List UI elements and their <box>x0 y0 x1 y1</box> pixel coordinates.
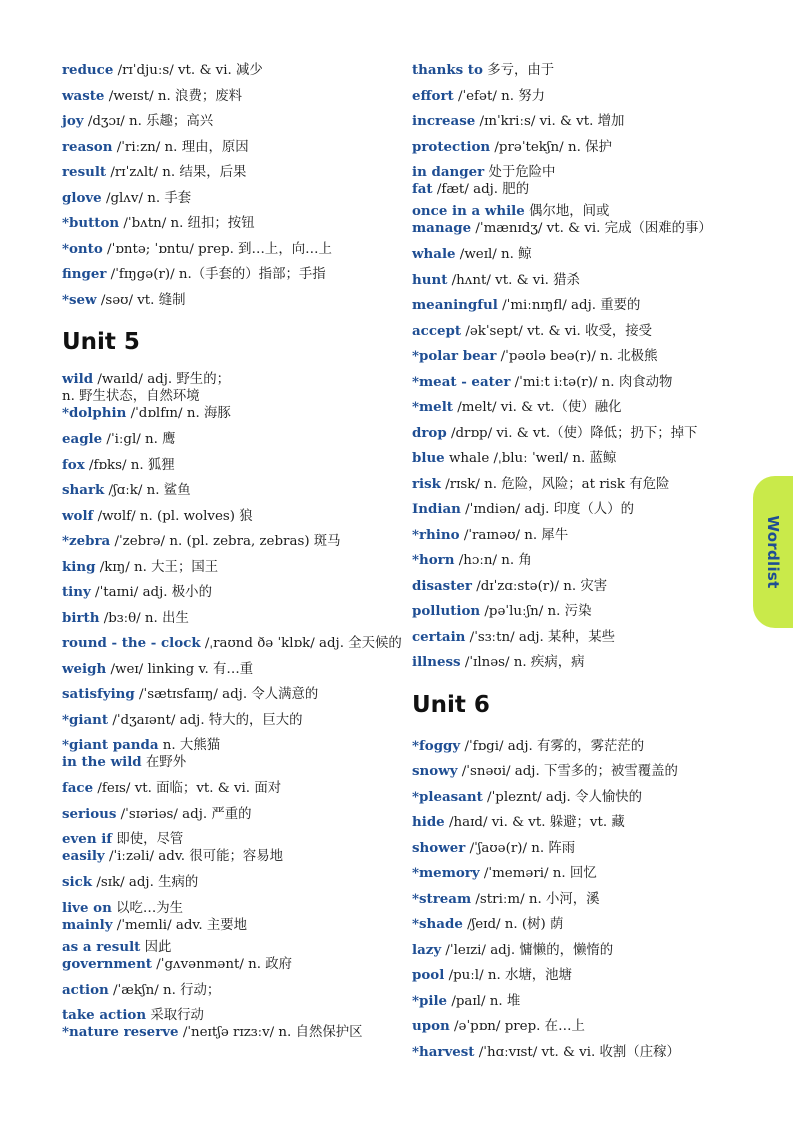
vocab-definition: /ˈmænɪdʒ/ vt. & vi. 完成（困难的事） <box>471 221 712 236</box>
vocab-definition: /ˈzebrə/ n. (pl. zebra, zebras) 斑马 <box>110 534 341 549</box>
vocab-definition: /hɔːn/ n. 角 <box>454 553 532 568</box>
vocab-entry <box>412 836 742 862</box>
vocab-word: increase <box>412 113 476 129</box>
wordlist-side-tab[interactable] <box>753 476 793 628</box>
vocab-word: reduce <box>62 62 114 78</box>
vocab-definition: /rɪˈzʌlt/ n. 结果，后果 <box>106 165 247 180</box>
vocab-entry <box>62 262 402 288</box>
vocab-entry <box>412 164 742 181</box>
vocab-word: easily <box>62 848 105 864</box>
vocab-word: eagle <box>62 431 103 447</box>
vocab-entry <box>412 84 742 110</box>
right-unit-list <box>412 734 742 1066</box>
vocab-entry <box>412 135 742 161</box>
vocab-word: manage <box>412 220 472 236</box>
vocab-word: *nature reserve <box>62 1024 179 1040</box>
vocab-word: *meat - eater <box>412 373 511 390</box>
vocab-entry <box>412 650 742 676</box>
vocab-entry <box>62 160 402 186</box>
vocab-entry <box>62 237 402 263</box>
vocab-entry <box>412 395 742 421</box>
vocab-entry <box>62 84 402 110</box>
vocab-entry <box>412 861 742 887</box>
vocab-word: fat <box>412 181 433 197</box>
vocab-word: *shade <box>412 916 463 932</box>
vocab-entry <box>412 887 742 913</box>
vocab-definition: /hʌnt/ vt. & vi. 猎杀 <box>447 272 580 288</box>
vocab-definition: /ˈleɪzi/ adj. 慵懒的，懒惰的 <box>441 942 614 958</box>
vocab-definition: /wʊlf/ n. (pl. wolves) 狼 <box>93 508 253 524</box>
vocab-definition: /ɪnˈkriːs/ vi. & vt. 增加 <box>475 114 625 129</box>
vocab-word: Indian <box>412 501 461 517</box>
vocab-entry <box>62 371 402 388</box>
right-column <box>412 58 742 1065</box>
vocab-definition: /pəˈluːʃn/ n. 污染 <box>480 604 592 619</box>
vocab-definition: /ˈfɪŋgə(r)/ n.（手套的）指部；手指 <box>106 267 326 282</box>
unit-5-heading: Unit 5 <box>62 329 140 355</box>
vocab-word: blue <box>412 450 445 466</box>
unit-6-heading: Unit 6 <box>412 691 490 718</box>
vocab-entry <box>62 754 402 771</box>
vocab-entry <box>62 682 402 708</box>
vocab-entry <box>412 293 742 319</box>
vocab-entry <box>412 344 742 370</box>
vocab-word: *harvest <box>412 1043 475 1060</box>
vocab-word: result <box>62 164 107 180</box>
vocab-entry <box>62 956 402 973</box>
vocab-word: lazy <box>412 941 442 958</box>
vocab-definition: /ˈsætɪsfaɪɪŋ/ adj. 令人满意的 <box>134 687 319 702</box>
vocab-entry <box>412 810 742 836</box>
vocab-entry <box>62 186 402 212</box>
vocab-word: satisfying <box>62 686 135 702</box>
vocab-entry <box>412 1014 742 1040</box>
vocab-entry <box>412 759 742 785</box>
vocab-definition: n. 野生状态，自然环境 <box>62 389 200 404</box>
vocab-entry <box>62 529 402 555</box>
vocab-entry <box>62 917 402 934</box>
vocab-entry <box>62 776 402 802</box>
vocab-word: round - the - clock <box>62 635 201 651</box>
vocab-entry <box>62 555 402 581</box>
vocab-entry <box>412 989 742 1015</box>
vocab-word: illness <box>412 654 461 670</box>
vocab-definition: /ˌraʊnd ðə ˈklɒk/ adj. 全天候的 <box>200 636 402 651</box>
vocab-definition: /weɪ/ linking v. 有…重 <box>106 661 254 677</box>
vocab-word: even if <box>62 831 113 847</box>
vocab-entry <box>412 938 742 964</box>
vocab-definition: /ˈmiːnɪŋfl/ adj. 重要的 <box>497 298 641 313</box>
vocab-word: shark <box>62 482 105 498</box>
vocab-word: as a result <box>62 938 141 955</box>
vocab-entry <box>412 734 742 760</box>
vocab-entry <box>62 831 402 848</box>
vocab-entry <box>412 523 742 549</box>
vocab-word: waste <box>62 87 105 104</box>
vocab-word: *zebra <box>62 533 111 549</box>
vocab-word: *rhino <box>412 526 460 543</box>
vocab-definition: /ˈhɑːvɪst/ vt. & vi. 收割（庄稼） <box>474 1044 680 1060</box>
vocab-entry <box>62 288 402 314</box>
left-column <box>62 58 402 1046</box>
vocab-definition: /ˈneɪtʃə rɪzɜːv/ n. 自然保护区 <box>178 1025 363 1040</box>
vocab-entry <box>62 135 402 161</box>
vocab-word: pool <box>412 967 445 983</box>
vocab-word: *horn <box>412 552 455 568</box>
left-unit-list <box>62 371 402 1041</box>
vocab-definition: 因此 <box>140 939 172 955</box>
vocab-entry <box>62 58 402 84</box>
vocab-entry <box>412 370 742 396</box>
vocab-word: sick <box>62 874 93 890</box>
vocab-entry <box>412 220 742 237</box>
vocab-definition: /ˈdʒaɪənt/ adj. 特大的，巨大的 <box>108 712 303 728</box>
vocab-definition: /melt/ vi. & vt.（使）融化 <box>452 400 622 415</box>
vocab-definition: /ˈɒntə; ˈɒntu/ prep. 到…上，向…上 <box>102 241 332 257</box>
vocab-definition: /paɪl/ n. 堆 <box>447 993 521 1009</box>
vocab-definition: /weɪst/ n. 浪费；废料 <box>104 88 243 104</box>
vocab-definition: n. 大熊猫 <box>158 738 221 753</box>
vocab-word: in danger <box>412 164 485 180</box>
vocab-word: wolf <box>62 507 94 524</box>
vocab-word: face <box>62 780 94 796</box>
vocab-entry <box>62 504 402 530</box>
vocab-entry <box>62 580 402 606</box>
vocab-definition: /ˈpleznt/ adj. 令人愉快的 <box>482 789 643 805</box>
vocab-definition: 采取行动 <box>146 1008 204 1023</box>
vocab-definition: /kɪŋ/ n. 大王；国王 <box>95 559 219 575</box>
vocab-definition: /ˈɪlnəs/ n. 疾病，病 <box>460 655 585 670</box>
vocab-entry <box>412 912 742 938</box>
vocab-word: hide <box>412 814 445 830</box>
vocab-word: effort <box>412 87 454 104</box>
vocab-definition: /əkˈsept/ vt. & vi. 收受，接受 <box>461 323 653 339</box>
vocab-definition: /ˈriːzn/ n. 理由，原因 <box>112 139 249 155</box>
vocab-definition: 在野外 <box>141 755 187 770</box>
vocab-word: whale <box>412 246 456 262</box>
vocab-word: in the wild <box>62 754 142 770</box>
vocab-word: weigh <box>62 660 107 677</box>
vocab-word: thanks to <box>412 62 483 78</box>
vocab-entry <box>62 427 402 453</box>
vocab-definition: /ˈfɒgi/ adj. 有雾的，雾茫茫的 <box>460 738 645 754</box>
vocab-word: disaster <box>412 577 472 594</box>
vocab-entry <box>412 625 742 651</box>
vocab-word: wild <box>62 371 94 387</box>
vocab-entry <box>412 242 742 268</box>
vocab-entry <box>62 478 402 504</box>
vocab-definition: /ʃɑːk/ n. 鲨鱼 <box>104 483 191 498</box>
vocab-definition: /striːm/ n. 小河，溪 <box>471 891 600 907</box>
vocab-entry <box>412 599 742 625</box>
vocab-entry <box>412 446 742 472</box>
vocab-definition: /waɪld/ adj. 野生的； <box>93 372 230 387</box>
vocab-entry <box>62 1007 402 1024</box>
vocab-definition: /dɪˈzɑːstə(r)/ n. 灾害 <box>471 578 608 594</box>
vocab-word: finger <box>62 266 107 282</box>
vocab-definition: /ˈbʌtn/ n. 纽扣；按钮 <box>119 216 255 231</box>
vocab-definition: /sɪk/ adj. 生病的 <box>92 875 199 890</box>
vocab-word: *giant panda <box>62 737 159 753</box>
vocab-definition: /rɪˈdjuːs/ vt. & vi. 减少 <box>113 63 263 78</box>
vocab-entry <box>62 978 402 1004</box>
vocab-word: drop <box>412 424 447 441</box>
vocab-definition: /ˈpəʊlə beə(r)/ n. 北极熊 <box>496 349 658 364</box>
vocab-definition: /fæt/ adj. 肥的 <box>432 182 530 197</box>
vocab-entry <box>62 939 402 956</box>
vocab-word: *dolphin <box>62 405 127 421</box>
vocab-word: *pleasant <box>412 788 483 805</box>
vocab-word: reason <box>62 138 113 155</box>
vocab-word: certain <box>412 628 466 645</box>
vocab-word: *memory <box>412 865 480 881</box>
vocab-definition: /ˈækʃn/ n. 行动； <box>108 982 221 998</box>
vocab-definition: /ˈmeɪnli/ adv. 主要地 <box>112 917 248 933</box>
vocab-definition: /prəˈtekʃn/ n. 保护 <box>490 139 612 155</box>
vocab-definition: 即使，尽管 <box>112 832 184 847</box>
vocab-entry <box>62 848 402 865</box>
vocab-definition: /puːl/ n. 水塘，池塘 <box>444 968 572 983</box>
vocab-definition: /feɪs/ vt. 面临；vt. & vi. 面对 <box>93 781 282 796</box>
vocab-entry <box>62 109 402 135</box>
vocab-entry <box>62 708 402 734</box>
vocab-word: accept <box>412 322 462 339</box>
vocab-definition: whale /ˌbluː ˈweɪl/ n. 蓝鲸 <box>444 451 617 466</box>
vocab-entry <box>62 453 402 479</box>
vocab-word: *foggy <box>412 737 461 754</box>
vocab-entry <box>62 870 402 896</box>
vocab-entry <box>62 900 402 917</box>
vocab-word: *pile <box>412 992 448 1009</box>
vocab-word: glove <box>62 189 102 206</box>
vocab-definition: /səʊ/ vt. 缝制 <box>96 292 186 308</box>
vocab-entry <box>412 268 742 294</box>
vocab-word: *giant <box>62 711 109 728</box>
vocab-word: tiny <box>62 584 91 600</box>
vocab-entry <box>412 1040 742 1066</box>
vocab-word: take action <box>62 1007 147 1023</box>
left-top-list <box>62 58 402 313</box>
vocab-definition: /ˈɪndiən/ adj. 印度（人）的 <box>460 502 634 517</box>
vocab-entry <box>62 737 402 754</box>
vocab-definition: /ˈsɜːtn/ adj. 某种，某些 <box>465 629 616 645</box>
vocab-definition: /ˈmeməri/ n. 回忆 <box>479 866 597 881</box>
vocab-definition: /əˈpɒn/ prep. 在…上 <box>449 1019 585 1034</box>
vocab-entry <box>62 1024 402 1041</box>
vocab-entry <box>62 631 402 657</box>
vocab-entry <box>412 963 742 989</box>
vocab-entry <box>62 657 402 683</box>
vocab-entry <box>62 606 402 632</box>
vocab-definition: /rɪsk/ n. 危险，风险；at risk 有危险 <box>440 476 670 492</box>
vocab-word: *onto <box>62 240 103 257</box>
vocab-definition: /ˈdɒlfɪn/ n. 海豚 <box>126 406 231 421</box>
vocab-word: *button <box>62 215 120 231</box>
vocab-word: risk <box>412 475 441 492</box>
vocab-entry <box>412 58 742 84</box>
vocab-word: *polar bear <box>412 348 497 364</box>
vocab-entry <box>412 319 742 345</box>
vocab-definition: /drɒp/ vi. & vt.（使）降低；扔下；掉下 <box>446 425 698 441</box>
vocab-word: government <box>62 955 152 972</box>
vocab-definition: 处于危险中 <box>484 165 556 180</box>
vocab-definition: /ˈiːgl/ n. 鹰 <box>102 432 176 447</box>
vocab-word: king <box>62 558 96 575</box>
vocab-definition: /fɒks/ n. 狐狸 <box>84 457 175 473</box>
vocab-entry <box>62 388 402 405</box>
vocab-word: fox <box>62 456 85 473</box>
vocab-entry <box>62 211 402 237</box>
vocab-entry <box>412 548 742 574</box>
vocab-word: joy <box>62 113 84 129</box>
vocab-word: *sew <box>62 291 97 308</box>
vocab-definition: /ˈraɪnəʊ/ n. 犀牛 <box>459 527 569 543</box>
vocab-entry <box>412 497 742 523</box>
vocab-definition: 以吃…为生 <box>111 900 184 916</box>
vocab-definition: /ˈmiːt iːtə(r)/ n. 肉食动物 <box>510 374 673 390</box>
vocab-word: mainly <box>62 916 113 933</box>
vocab-definition: /ʃeɪd/ n. (树) 荫 <box>462 917 564 932</box>
vocab-definition: /weɪl/ n. 鲸 <box>455 247 532 262</box>
vocab-word: meaningful <box>412 297 498 313</box>
vocab-entry <box>412 472 742 498</box>
vocab-definition: /ˈsɪəriəs/ adj. 严重的 <box>116 806 252 822</box>
vocab-definition: /ˈgʌvənmənt/ n. 政府 <box>152 956 293 972</box>
vocab-entry <box>412 421 742 447</box>
vocab-word: live on <box>62 899 112 916</box>
vocab-entry <box>412 203 742 220</box>
vocab-word: pollution <box>412 603 481 619</box>
vocab-definition: /ˈsnəʊi/ adj. 下雪多的；被雪覆盖的 <box>457 764 678 779</box>
vocab-entry <box>412 785 742 811</box>
vocab-word: serious <box>62 805 117 822</box>
vocab-definition: 多亏，由于 <box>482 63 555 78</box>
vocab-word: birth <box>62 609 100 626</box>
vocab-definition: /ˈefət/ n. 努力 <box>453 88 546 104</box>
vocab-entry <box>412 574 742 600</box>
vocab-word: *stream <box>412 890 472 907</box>
vocab-word: hunt <box>412 271 448 288</box>
vocab-definition: 偶尔地，间或 <box>524 204 610 219</box>
vocab-word: shower <box>412 839 466 856</box>
vocab-definition: /glʌv/ n. 手套 <box>101 190 192 206</box>
vocab-entry <box>412 181 742 198</box>
wordlist-tab-label: Wordlist <box>764 515 782 589</box>
vocab-definition: /haɪd/ vi. & vt. 躲避；vt. 藏 <box>444 815 625 830</box>
vocab-entry <box>62 405 402 422</box>
vocab-word: upon <box>412 1018 450 1034</box>
vocab-word: snowy <box>412 763 458 779</box>
vocab-word: *melt <box>412 399 453 415</box>
vocab-definition: /dʒɔɪ/ n. 乐趣；高兴 <box>83 114 214 129</box>
vocab-entry <box>412 109 742 135</box>
vocab-definition: /ˈiːzəli/ adv. 很可能；容易地 <box>104 849 284 864</box>
vocab-definition: /bɜːθ/ n. 出生 <box>99 610 189 626</box>
vocab-definition: /ˈtaɪni/ adj. 极小的 <box>90 585 212 600</box>
right-top-list <box>412 58 742 676</box>
vocab-definition: /ˈʃaʊə(r)/ n. 阵雨 <box>465 840 576 856</box>
vocab-entry <box>62 802 402 828</box>
vocab-word: protection <box>412 138 491 155</box>
vocab-word: once in a while <box>412 203 525 219</box>
vocab-word: action <box>62 981 109 998</box>
